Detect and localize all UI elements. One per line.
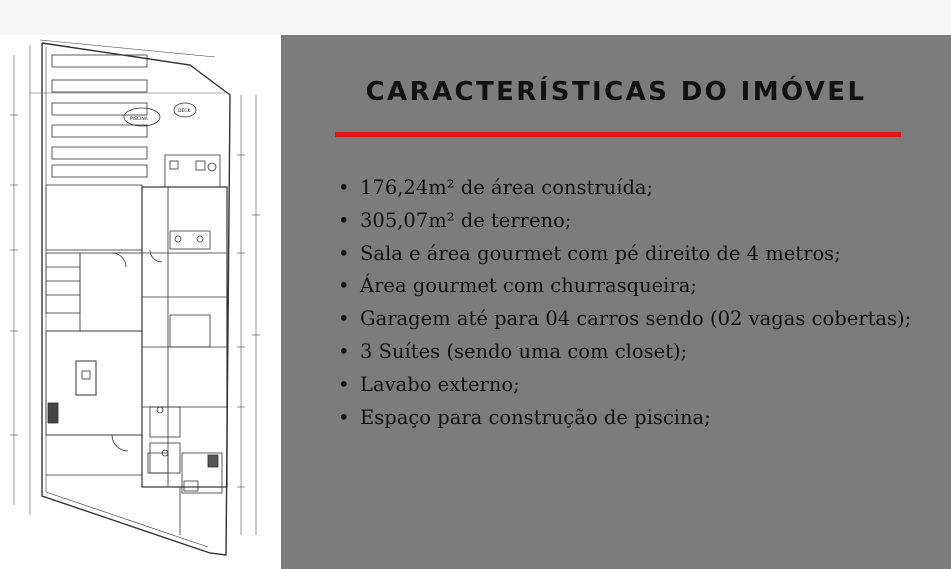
feature-text: Garagem até para 04 carros sendo (02 vagas cobertas); xyxy=(360,307,912,331)
feature-text: 3 Suítes (sendo uma com closet); xyxy=(360,339,688,363)
bullet-icon: • xyxy=(338,241,350,265)
bullet-icon: • xyxy=(338,176,350,199)
feature-item xyxy=(335,205,911,238)
feature-text: 305,07m² de terreno; xyxy=(360,208,572,232)
feature-text: Lavabo externo; xyxy=(360,372,520,396)
bullet-icon: • xyxy=(338,372,350,396)
feature-item xyxy=(335,402,911,435)
feature-text: Espaço para construção de piscina; xyxy=(360,405,711,429)
feature-text: Área gourmet com churrasqueira; xyxy=(360,274,697,298)
floor-plan-panel xyxy=(0,35,281,569)
feature-item xyxy=(335,172,911,205)
top-bar xyxy=(0,0,951,35)
bullet-icon: • xyxy=(338,405,350,429)
bullet-icon: • xyxy=(338,274,350,298)
feature-list xyxy=(335,172,911,434)
feature-text: 176,24m² de área construída; xyxy=(360,176,654,199)
floor-plan-drawing xyxy=(0,35,281,569)
feature-item xyxy=(335,303,911,336)
feature-text: Sala e área gourmet com pé direito de 4 metros; xyxy=(360,241,841,265)
pool-label: PISCINA xyxy=(130,117,148,122)
bullet-icon: • xyxy=(338,208,350,232)
bullet-icon: • xyxy=(338,339,350,363)
feature-item xyxy=(335,238,911,271)
feature-item xyxy=(335,369,911,402)
feature-item xyxy=(335,336,911,369)
feature-item xyxy=(335,270,911,303)
features-panel xyxy=(281,35,951,569)
section-title: CARACTERÍSTICAS DO IMÓVEL xyxy=(365,77,867,107)
deck-label: DECK xyxy=(178,109,191,114)
bullet-icon: • xyxy=(338,307,350,331)
title-underline xyxy=(335,132,901,137)
